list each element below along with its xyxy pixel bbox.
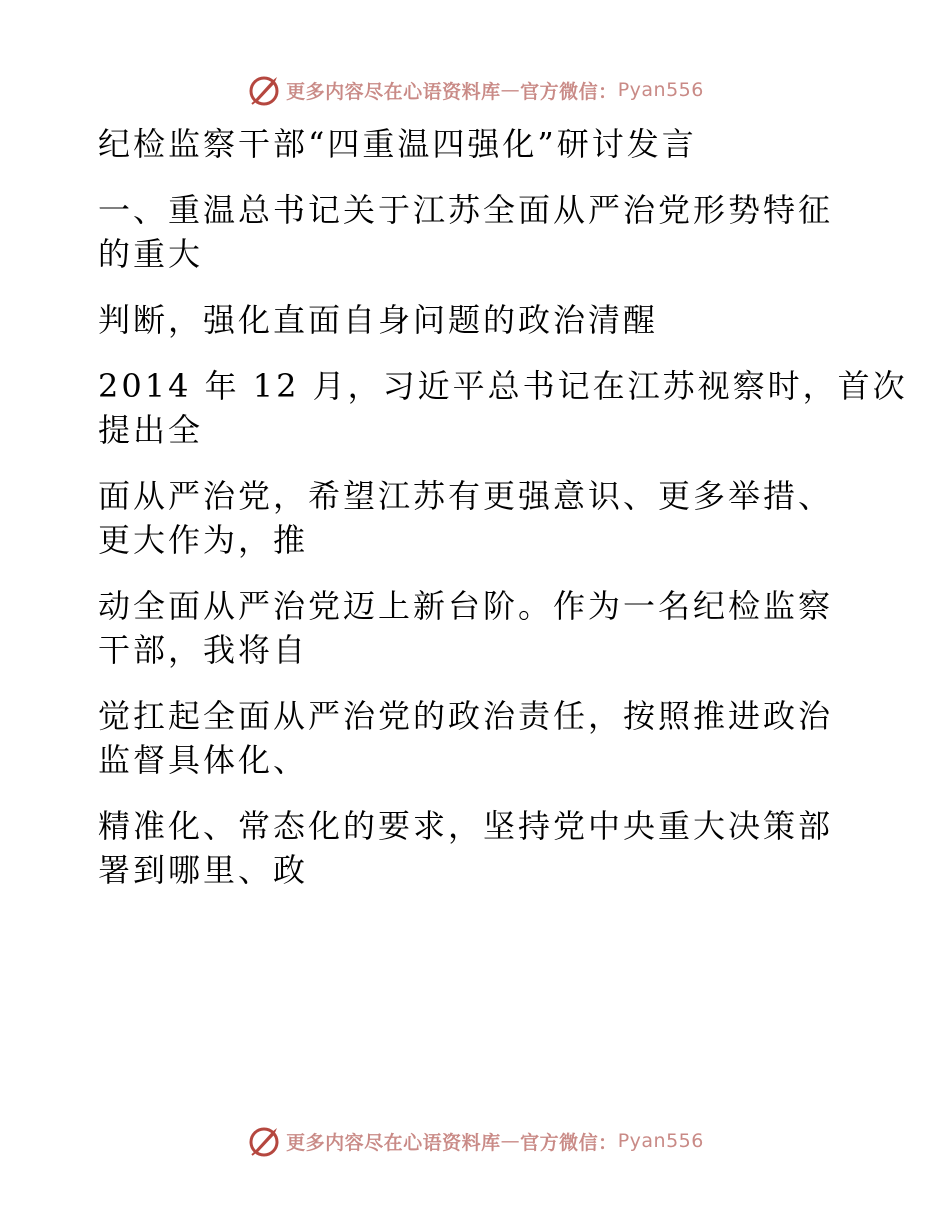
text-line: 提出全 [98, 411, 204, 449]
watermark-site-text: 更多内容尽在心语资料库 [286, 1131, 501, 1154]
text-line: 判断，强化直面自身问题的政治清醒 [98, 301, 659, 339]
paragraph-3 [98, 364, 908, 452]
paragraph-4 [98, 474, 858, 562]
text-line: 干部，我将自 [98, 631, 309, 669]
text-line: 监督具体化、 [98, 741, 309, 779]
paragraph-1 [98, 188, 858, 276]
text-line: 2014 年 12 月，习近平总书记在江苏视察时，首次 [98, 367, 908, 405]
watermark-wechat-id: Pyan556 [617, 79, 704, 101]
quill-pen-logo-icon [246, 1122, 284, 1160]
text-line: 更大作为，推 [98, 521, 309, 559]
text-line: 一、重温总书记关于江苏全面从严治党形势特征 [98, 191, 834, 229]
document-body [98, 122, 908, 892]
watermark-wechat-label: 官方微信： [520, 1131, 618, 1154]
watermark-site-text: 更多内容尽在心语资料库 [286, 80, 501, 103]
footer-watermark [0, 1121, 950, 1161]
watermark-wechat-label: 官方微信： [520, 80, 618, 103]
header-watermark [0, 70, 950, 110]
paragraph-2 [98, 298, 858, 342]
paragraph-7 [98, 804, 858, 892]
watermark-separator: — [500, 1130, 521, 1152]
text-line: 面从严治党，希望江苏有更强意识、更多举措、 [98, 477, 834, 515]
text-line: 的重大 [98, 235, 204, 273]
quill-pen-logo-icon [246, 71, 284, 109]
watermark-wechat-id: Pyan556 [617, 1130, 704, 1152]
text-line: 动全面从严治党迈上新台阶。作为一名纪检监察 [98, 587, 834, 625]
watermark-separator: — [500, 79, 521, 101]
text-line: 觉扛起全面从严治党的政治责任，按照推进政治 [98, 697, 834, 735]
text-line: 精准化、常态化的要求，坚持党中央重大决策部 [98, 807, 834, 845]
title-line: 纪检监察干部“四重温四强化”研讨发言 [98, 125, 697, 163]
paragraph-5 [98, 584, 858, 672]
paragraph-6 [98, 694, 858, 782]
document-title [98, 122, 858, 166]
text-line: 署到哪里、政 [98, 851, 309, 889]
